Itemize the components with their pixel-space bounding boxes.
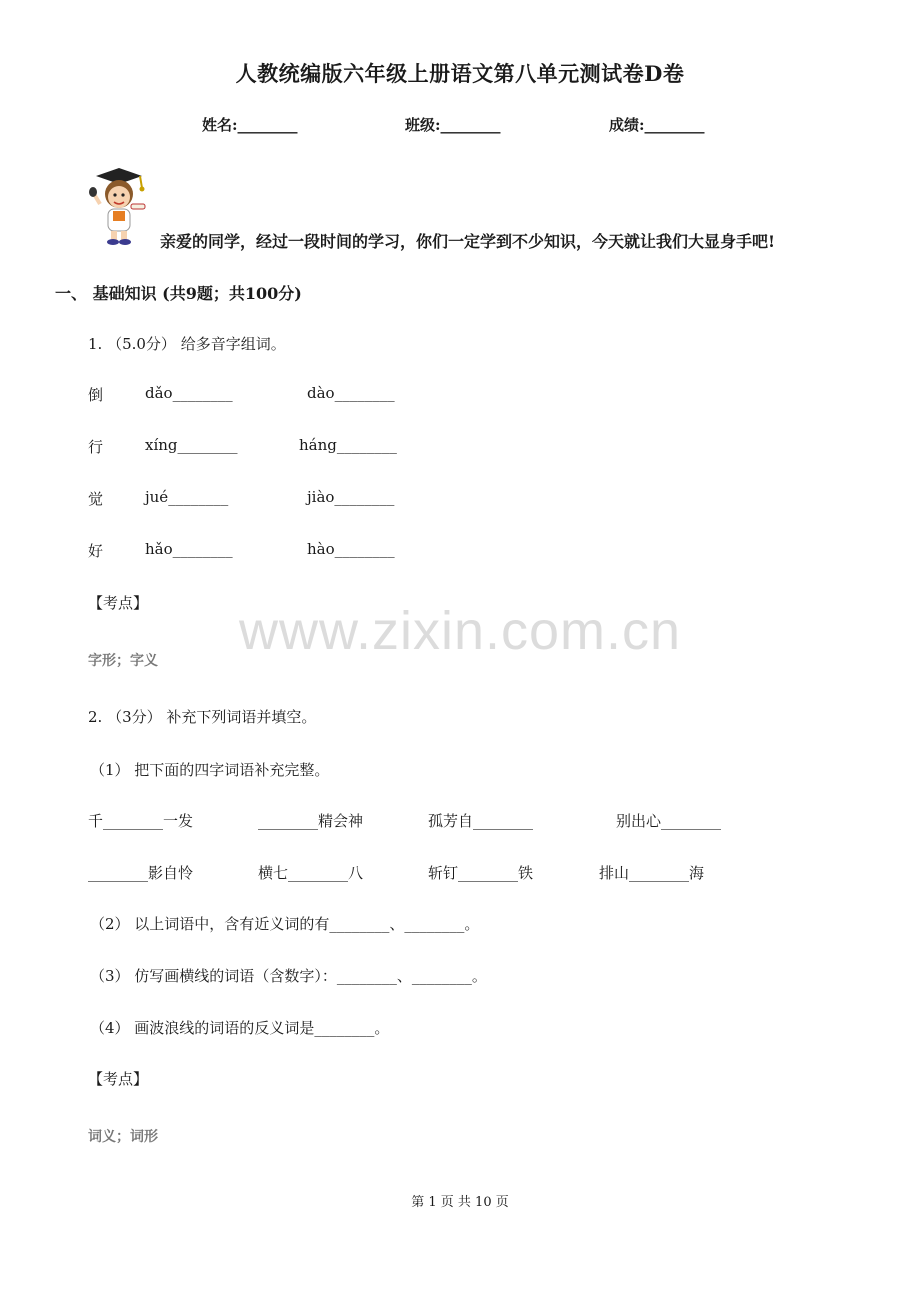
class-field: 班级:________ bbox=[405, 116, 501, 134]
question-1-header: 1. （5.0分） 给多音字组词。 bbox=[88, 335, 286, 353]
q2-sub1: （1） 把下面的四字词语补充完整。 bbox=[90, 761, 330, 779]
q2-sub2: （2） 以上词语中，含有近义词的有________、________。 bbox=[90, 915, 480, 933]
q2-idiom-8: 排山________海 bbox=[599, 864, 705, 882]
q1-blank-xing: xíng________ bbox=[145, 436, 238, 454]
section-heading: 一、 基础知识 (共9题；共100分) bbox=[55, 284, 302, 303]
q2-sub4: （4） 画波浪线的词语的反义词是________。 bbox=[90, 1019, 390, 1037]
q2-idiom-6: 横七________八 bbox=[258, 864, 364, 882]
q2-kaodian-label: 【考点】 bbox=[88, 1070, 149, 1088]
q1-char-jue: 觉 bbox=[88, 490, 104, 508]
q2-idiom-7: 斩钉________铁 bbox=[428, 864, 534, 882]
score-field: 成绩:________ bbox=[609, 116, 705, 134]
q2-idiom-1: 千________一发 bbox=[88, 812, 194, 830]
student-mascot-image bbox=[84, 164, 154, 246]
q1-blank-hang: háng________ bbox=[299, 436, 397, 454]
q1-blank-dao4: dào________ bbox=[307, 384, 395, 402]
q1-char-xing: 行 bbox=[88, 438, 104, 456]
q1-kaodian-label: 【考点】 bbox=[88, 594, 149, 612]
page-footer: 第 1 页 共 10 页 bbox=[411, 1195, 509, 1210]
q2-idiom-5: ________影自怜 bbox=[88, 864, 194, 882]
q2-idiom-3: 孤芳自________ bbox=[428, 812, 534, 830]
q1-blank-hao4: hào________ bbox=[307, 540, 395, 558]
q2-idiom-4: 别出心________ bbox=[616, 812, 722, 830]
q1-blank-jiao: jiào________ bbox=[307, 488, 395, 506]
watermark: www.zixin.com.cn bbox=[238, 601, 682, 661]
q1-blank-jue: jué________ bbox=[145, 488, 229, 506]
q2-kaodian-tags: 词义；词形 bbox=[88, 1129, 158, 1145]
q2-sub3: （3） 仿写画横线的词语（含数字）：________、________。 bbox=[90, 967, 487, 985]
q2-idiom-2: ________精会神 bbox=[258, 812, 364, 830]
document-title: 人教统编版六年级上册语文第八单元测试卷D卷 bbox=[235, 61, 685, 86]
q1-kaodian-tags: 字形；字义 bbox=[88, 653, 158, 669]
name-field: 姓名:________ bbox=[202, 116, 298, 134]
q1-char-hao: 好 bbox=[88, 542, 104, 560]
q1-char-dao: 倒 bbox=[88, 386, 104, 404]
q1-blank-hao3: hǎo________ bbox=[145, 540, 233, 558]
greeting-text: 亲爱的同学，经过一段时间的学习，你们一定学到不少知识，今天就让我们大显身手吧! bbox=[160, 232, 776, 251]
q1-blank-dao3: dǎo________ bbox=[145, 384, 233, 402]
question-2-header: 2. （3分） 补充下列词语并填空。 bbox=[88, 708, 317, 726]
